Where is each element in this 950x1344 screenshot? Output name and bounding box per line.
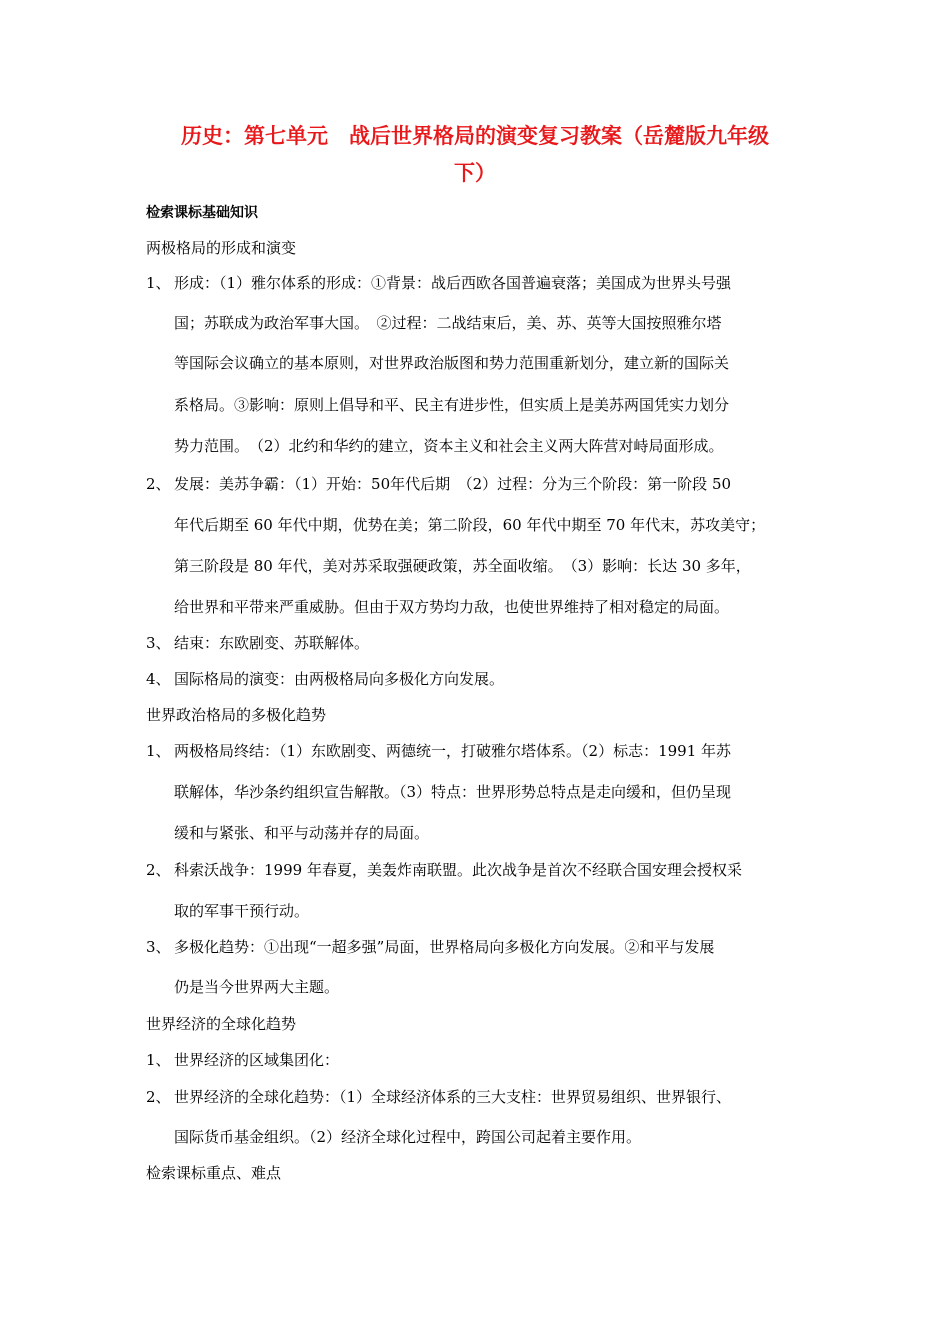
document-title-line-2: 下） [454, 161, 496, 185]
item-text-line: 发展：美苏争霸：（1）开始：50年代后期 （2）过程：分为三个阶段：第一阶段 50 [174, 475, 732, 493]
item-text-line: 给世界和平带来严重威胁。但由于双方势均力敌，也使世界维持了相对稳定的局面。 [174, 598, 730, 616]
item-text-line: 国际格局的演变：由两极格局向多极化方向发展。 [174, 670, 505, 688]
item-number: 2、 [146, 1088, 171, 1106]
item-number: 4、 [146, 670, 171, 688]
item-number: 1、 [146, 1051, 171, 1069]
section-title: 世界政治格局的多极化趋势 [146, 706, 327, 724]
item-text-line: 仍是当今世界两大主题。 [174, 978, 340, 996]
item-text-line: 年代后期至 60 年代中期，优势在美；第二阶段，60 年代中期至 70 年代末，苏攻美守； [174, 516, 766, 534]
item-text-line: 两极格局终结：（1）东欧剧变、两德统一，打破雅尔塔体系。（2）标志：1991 年苏 [174, 742, 732, 760]
item-text-line: 多极化趋势：①出现“一超多强”局面，世界格局向多极化方向发展。②和平与发展 [174, 938, 715, 956]
section-title: 世界经济的全球化趋势 [146, 1015, 297, 1033]
item-text-line: 势力范围。 （2）北约和华约的建立，资本主义和社会主义两大阵营对峙局面形成。 [174, 437, 724, 455]
document-title-line-1: 历史：第七单元 战后世界格局的演变复习教案（岳麓版九年级 [181, 124, 769, 148]
item-text-line: 世界经济的全球化趋势：（1）全球经济体系的三大支柱：世界贸易组织、世界银行、 [174, 1088, 732, 1106]
item-text-line: 系格局。③影响：原则上倡导和平、民主有进步性，但实质上是美苏两国凭实力划分 [174, 396, 730, 414]
item-text-line: 取的军事干预行动。 [174, 902, 310, 920]
item-number: 1、 [146, 742, 171, 760]
item-number: 2、 [146, 861, 171, 879]
item-text-line: 等国际会议确立的基本原则，对世界政治版图和势力范围重新划分，建立新的国际关 [174, 354, 730, 372]
item-number: 3、 [146, 634, 171, 652]
item-text-line: 科索沃战争：1999 年春夏，美轰炸南联盟。此次战争是首次不经联合国安理会授权采 [174, 861, 742, 879]
item-text-line: 联解体，华沙条约组织宣告解散。（3）特点：世界形势总特点是走向缓和，但仍呈现 [174, 783, 732, 801]
item-text-line: 缓和与紧张、和平与动荡并存的局面。 [174, 824, 430, 842]
item-text-line: 结束：东欧剧变、苏联解体。 [174, 634, 370, 652]
item-text-line: 国；苏联成为政治军事大国。 ②过程：二战结束后，美、苏、英等大国按照雅尔塔 [174, 314, 722, 332]
item-text-line: 第三阶段是 80 年代，美对苏采取强硬政策，苏全面收缩。 （3）影响：长达 30 多年， [174, 557, 751, 575]
item-text-line: 形成：（1）雅尔体系的形成：①背景：战后西欧各国普遍衰落；美国成为世界头号强 [174, 274, 732, 292]
item-text-line: 世界经济的区域集团化： [174, 1051, 340, 1069]
item-number: 2、 [146, 475, 171, 493]
section-heading: 检索课标基础知识 [146, 205, 258, 221]
item-text-line: 国际货币基金组织。（2）经济全球化过程中，跨国公司起着主要作用。 [174, 1128, 642, 1146]
section-title: 两极格局的形成和演变 [146, 239, 297, 257]
item-number: 3、 [146, 938, 171, 956]
item-number: 1、 [146, 274, 171, 292]
footer-heading: 检索课标重点、难点 [146, 1164, 282, 1182]
